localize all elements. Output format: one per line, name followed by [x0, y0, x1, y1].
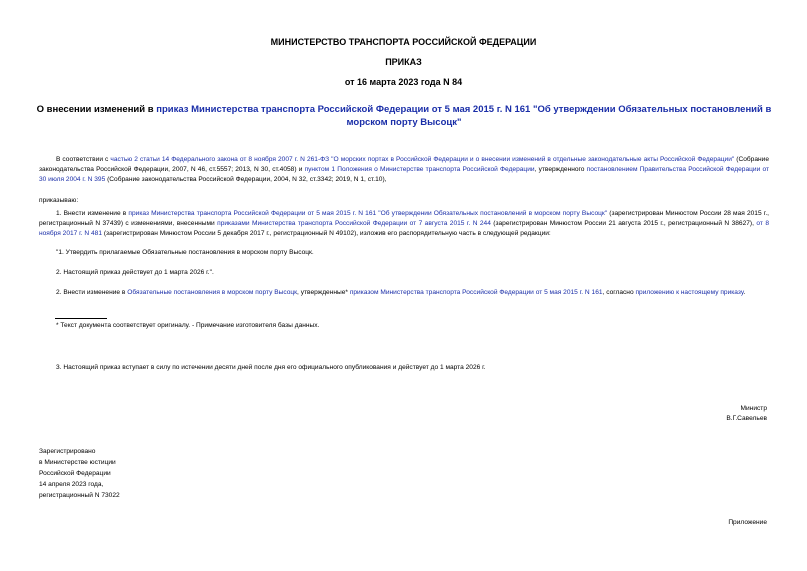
date-number-heading: от 16 марта 2023 года N 84	[344, 77, 463, 87]
title-prefix: О внесении изменений в	[36, 104, 157, 115]
preamble-text-2: (Собрание законодательства Российской Федерации, 2007, N 46, ст.5557; 2013, N 30, ст.4058) и	[39, 156, 769, 173]
registration-line: Зарегистрировано	[39, 448, 96, 455]
quote-point-1: "1. Утвердить прилагаемые Обязательные постановления в морском порту Высоцк.	[56, 249, 314, 256]
order-161-approval-link[interactable]: приказом Министерства транспорта Российской Федерации от 5 мая 2015 г. N 161	[349, 289, 603, 296]
footnote-divider	[55, 318, 107, 319]
signature-name: В.Г.Савельев	[726, 415, 767, 422]
item-2-paragraph	[39, 288, 769, 298]
order-244-link[interactable]: приказами Министерства транспорта Российской Федерации от 7 августа 2015 г. N 244	[217, 220, 491, 227]
item-1-text-2: (зарегистрирован Минюстом России 28 мая 2015 г., регистрационный N 37439) с изменениями, внесенными	[39, 210, 769, 227]
preamble-text-3: , утвержденного	[534, 166, 587, 173]
registration-block	[39, 446, 120, 501]
footnote-text: * Текст документа соответствует оригиналу. - Примечание изготовителя базы данных.	[56, 322, 320, 329]
registration-line: Российской Федерации	[39, 470, 111, 477]
order-161-link[interactable]: приказ Министерства транспорта Российской Федерации от 5 мая 2015 г. N 161 "Об утверждении Обязательных постановлений в морском порту Высоцк"	[128, 210, 608, 217]
item-3-paragraph: 3. Настоящий приказ вступает в силу по истечении десяти дней после дня его официального опубликования и действует до 1 марта 2026 г.	[56, 364, 486, 371]
ministry-heading: МИНИСТЕРСТВО ТРАНСПОРТА РОССИЙСКОЙ ФЕДЕРАЦИИ	[270, 37, 537, 47]
ministry-regulation-link[interactable]: пунктом 1 Положения о Министерстве транспорта Российской Федерации	[304, 166, 535, 173]
registration-line: 14 апреля 2023 года,	[39, 481, 104, 488]
government-decree-link[interactable]: постановлением Правительства Российской Федерации от 30 июля 2004 г. N 395	[39, 166, 769, 183]
item-1-text-1: 1. Внести изменение в	[56, 210, 129, 217]
item-2-text-4: .	[743, 289, 746, 296]
item-2-text-3: , согласно	[602, 289, 636, 296]
document-title	[36, 103, 772, 129]
preamble-text-4: (Собрание законодательства Российской Федерации, 2004, N 32, ст.3342; 2019, N 1, ст.10),	[105, 176, 387, 183]
item-2-text-1: 2. Внести изменение в	[56, 289, 128, 296]
order-481-link[interactable]: от 8 ноября 2017 г. N 481	[39, 220, 769, 237]
registration-line: регистрационный N 73022	[39, 492, 120, 499]
title-order-link[interactable]: приказ Министерства транспорта Российской Федерации от 5 мая 2015 г. N 161 "Об утверждении Обязательных постановлений в морском порту Высоцк"	[156, 104, 772, 128]
doc-type-heading: ПРИКАЗ	[385, 57, 422, 67]
registration-line: в Министерстве юстиции	[39, 459, 116, 466]
item-2-text-2: , утвержденные*	[297, 289, 350, 296]
order-word: приказываю:	[39, 197, 79, 204]
preamble-paragraph	[39, 155, 769, 185]
item-1-text-3: (зарегистрирован Минюстом России 21 августа 2015 г., регистрационный N 38627),	[490, 220, 757, 227]
appendix-label: Приложение	[728, 519, 767, 526]
item-1-text-4: (зарегистрирован Минюстом России 5 декабря 2017 г., регистрационный N 49102), изложив его распорядительную часть в следующей редакции:	[102, 230, 551, 237]
federal-law-link[interactable]: частью 2 статьи 14 Федерального закона от 8 ноября 2007 г. N 261-ФЗ "О морских портах в Российской Федерации и о внесении изменений в отдельные законодательные акты Российской Федерации"	[110, 156, 735, 163]
preamble-text-1: В соответствии с	[56, 156, 111, 163]
signature-position: Министр	[740, 405, 767, 412]
regulations-vysotsk-link[interactable]: Обязательные постановления в морском порту Высоцк	[127, 289, 298, 296]
quote-point-2: 2. Настоящий приказ действует до 1 марта 2026 г.".	[56, 269, 214, 276]
appendix-link[interactable]: приложению к настоящему приказу	[635, 289, 744, 296]
item-1-paragraph	[39, 209, 769, 239]
